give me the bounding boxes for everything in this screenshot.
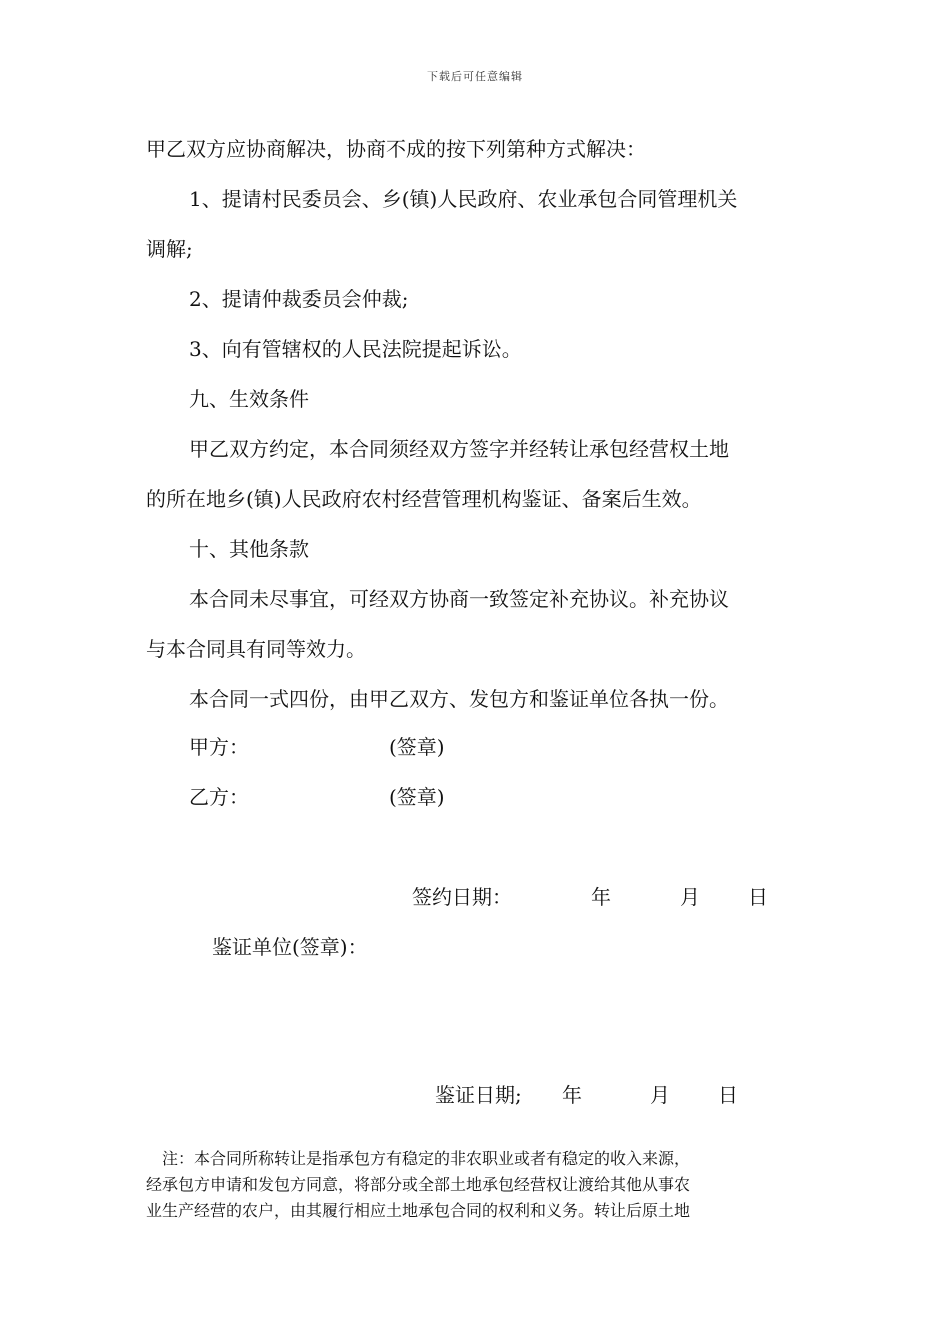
body-line: 3、向有管辖权的人民法院提起诉讼。 <box>189 337 522 361</box>
section-heading: 十、其他条款 <box>189 537 309 561</box>
sign-date-label: 签约日期： <box>412 885 512 909</box>
verify-unit-label: 鉴证单位(签章)： <box>212 935 368 959</box>
party-b-seal: (签章) <box>389 785 445 809</box>
verify-date-month: 月 <box>650 1083 670 1107</box>
party-a-label: 甲方： <box>189 735 249 759</box>
body-line: 甲乙双方约定，本合同须经双方签字并经转让承包经营权土地 <box>189 437 729 461</box>
body-line: 与本合同具有同等效力。 <box>146 637 366 661</box>
verify-date-label: 鉴证日期; <box>435 1083 522 1107</box>
body-line: 调解; <box>146 237 193 261</box>
body-line: 的所在地乡(镇)人民政府农村经营管理机构鉴证、备案后生效。 <box>146 487 702 511</box>
verify-date-day: 日 <box>718 1083 738 1107</box>
note-line: 业生产经营的农户，由其履行相应土地承包合同的权利和义务。转让后原土地 <box>146 1201 691 1220</box>
body-line: 甲乙双方应协商解决，协商不成的按下列第种方式解决： <box>146 137 646 161</box>
note-line: 经承包方申请和发包方同意，将部分或全部土地承包经营权让渡给其他从事农 <box>146 1175 691 1194</box>
note-line: 注：本合同所称转让是指承包方有稳定的非农职业或者有稳定的收入来源， <box>162 1149 691 1168</box>
body-line: 2、提请仲裁委员会仲裁; <box>189 287 409 311</box>
verify-date-year: 年 <box>562 1083 582 1107</box>
body-line: 本合同一式四份，由甲乙双方、发包方和鉴证单位各执一份。 <box>189 687 729 711</box>
party-b-label: 乙方： <box>189 785 249 809</box>
body-line: 1、提请村民委员会、乡(镇)人民政府、农业承包合同管理机关 <box>189 187 738 211</box>
sign-date-day: 日 <box>748 885 768 909</box>
sign-date-month: 月 <box>680 885 700 909</box>
body-line: 本合同未尽事宜，可经双方协商一致签定补充协议。补充协议 <box>189 587 729 611</box>
section-heading: 九、生效条件 <box>189 387 309 411</box>
sign-date-year: 年 <box>591 885 611 909</box>
page-header: 下载后可任意编辑 <box>427 70 523 83</box>
party-a-seal: (签章) <box>389 735 445 759</box>
